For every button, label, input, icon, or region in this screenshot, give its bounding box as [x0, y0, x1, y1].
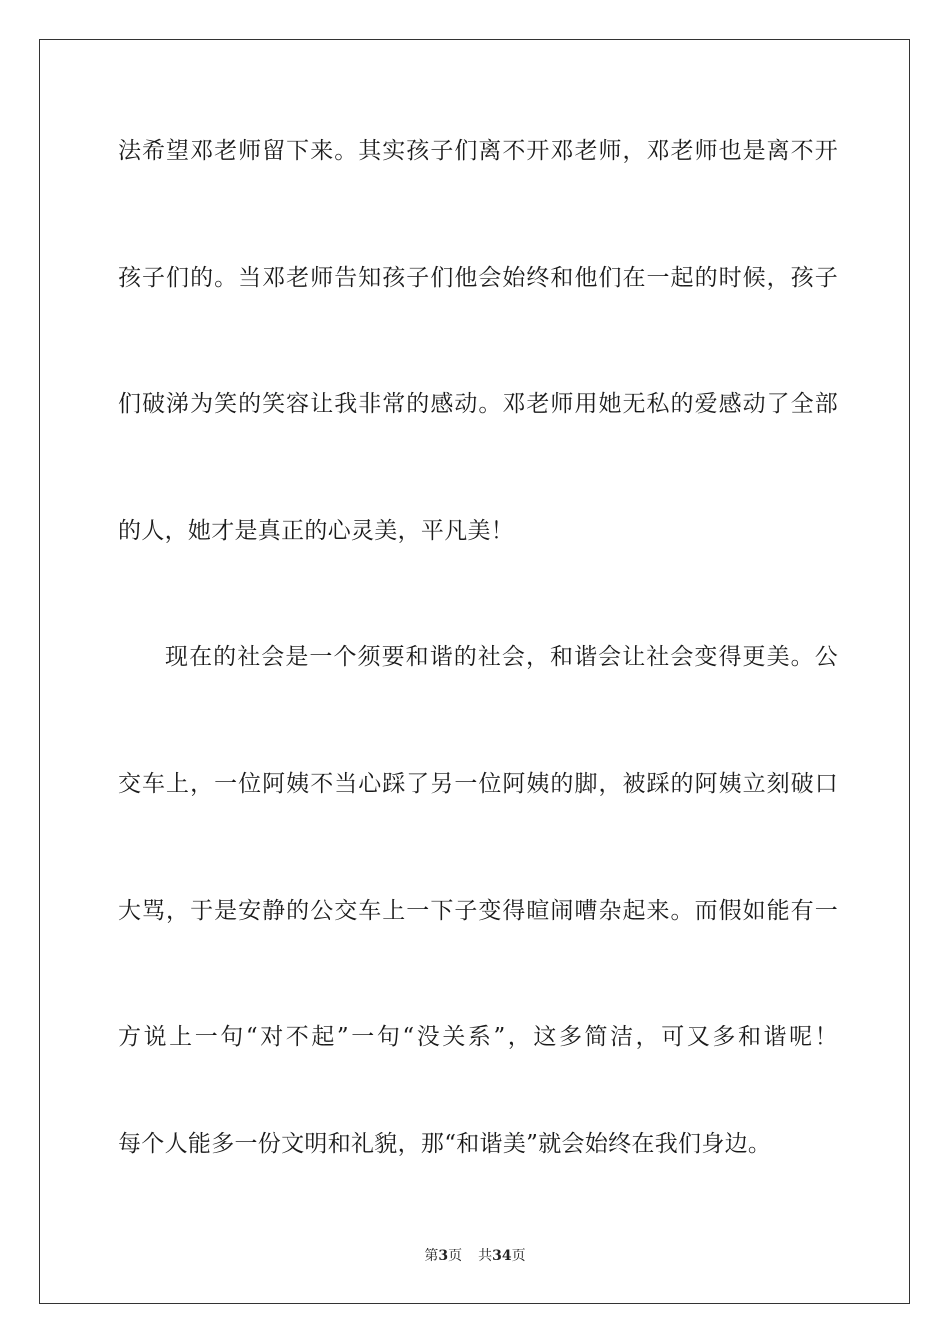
- page-number: 3: [438, 1248, 449, 1264]
- paragraph-line-5: 现在的社会是一个须要和谐的社会，和谐会让社会变得更美。公: [165, 644, 838, 670]
- paragraph-line-7: 大骂，于是安静的公交车上一下子变得暄闹嘈杂起来。而假如能有一: [118, 898, 838, 924]
- page-prefix: 第: [424, 1248, 439, 1264]
- total-suffix: 页: [511, 1248, 526, 1264]
- paragraph-line-3: 们破涕为笑的笑容让我非常的感动。邓老师用她无私的爱感动了全部: [118, 391, 838, 417]
- paragraph-line-8: 方说上一句“对不起”一句“没关系”，这多简洁，可又多和谐呢！: [118, 1024, 838, 1050]
- paragraph-line-4: 的人，她才是真正的心灵美，平凡美！: [118, 518, 515, 544]
- paragraph-line-2: 孩子们的。当邓老师告知孩子们他会始终和他们在一起的时候，孩子: [118, 265, 838, 291]
- page-footer: [0, 1246, 950, 1266]
- paragraph-line-1: 法希望邓老师留下来。其实孩子们离不开邓老师，邓老师也是离不开: [118, 138, 838, 164]
- page-suffix: 页: [448, 1248, 463, 1264]
- total-prefix: 共: [478, 1248, 493, 1264]
- paragraph-line-9: 每个人能多一份文明和礼貌，那“和谐美”就会始终在我们身边。: [118, 1131, 772, 1157]
- total-pages: 34: [492, 1248, 512, 1264]
- paragraph-line-6: 交车上，一位阿姨不当心踩了另一位阿姨的脚，被踩的阿姨立刻破口: [118, 771, 838, 797]
